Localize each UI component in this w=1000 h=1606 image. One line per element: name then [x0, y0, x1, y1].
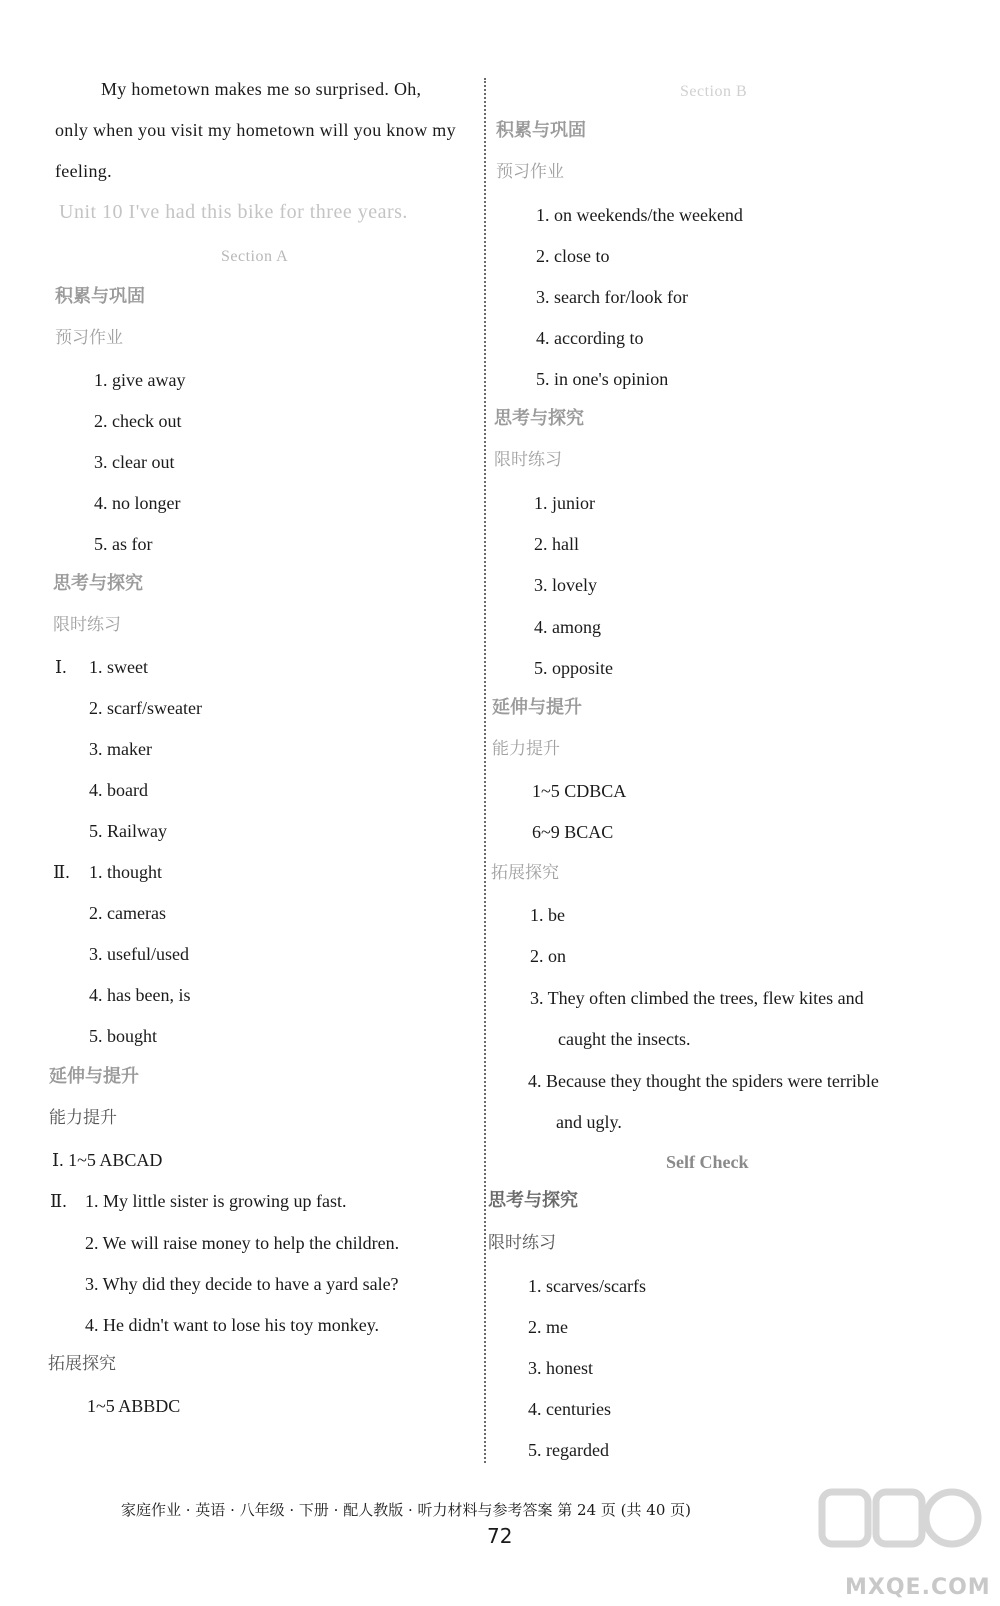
timed-item: 4. among: [534, 617, 601, 637]
preview-item: 2. close to: [536, 246, 610, 266]
timed-item: 2. cameras: [89, 903, 166, 923]
roman-numeral-ii: Ⅱ.: [50, 1191, 67, 1211]
expand-item: 1. be: [530, 905, 565, 925]
timed-item: 5. regarded: [528, 1440, 609, 1460]
intro-line-3: feeling.: [55, 161, 112, 181]
preview-item: 1. give away: [94, 370, 186, 390]
timed-item: 1. scarves/scarfs: [528, 1276, 646, 1296]
ability-answers: 1~5 CDBCA: [532, 781, 627, 801]
timed-item: 5. Railway: [89, 821, 167, 841]
expand-answers: 1~5 ABBDC: [87, 1396, 181, 1416]
expand-item-continued: caught the insects.: [558, 1029, 691, 1049]
footer-caption: 家庭作业 · 英语 · 八年级 · 下册 · 配人教版 · 听力材料与参考答案 第 24 页 (共 40 页): [121, 1501, 692, 1519]
expand-item: 4. Because they thought the spiders were terrible: [528, 1071, 879, 1091]
timed-item: 2. scarf/sweater: [89, 698, 202, 718]
ability-i-answers: Ⅰ. 1~5 ABCAD: [52, 1150, 163, 1170]
timed-item: 3. useful/used: [89, 944, 189, 964]
unit-title: Unit 10 I've had this bike for three years.: [59, 201, 408, 223]
timed-item: 2. hall: [534, 534, 579, 554]
preview-item: 4. according to: [536, 328, 644, 348]
heading-ability: 能力提升: [49, 1108, 117, 1128]
heading-expand: 拓展探究: [48, 1354, 116, 1374]
section-b-heading: Section B: [680, 83, 748, 100]
heading-timed-practice: 限时练习: [494, 450, 562, 470]
ability-sentence: 2. We will raise money to help the children.: [85, 1233, 400, 1253]
intro-line-1: My hometown makes me so surprised. Oh,: [101, 79, 422, 99]
heading-ability: 能力提升: [492, 739, 560, 759]
preview-item: 3. clear out: [94, 452, 175, 472]
timed-item: 3. honest: [528, 1358, 593, 1378]
heading-accumulate: 积累与巩固: [496, 120, 586, 141]
heading-think: 思考与探究: [53, 573, 143, 594]
ability-sentence: 1. My little sister is growing up fast.: [85, 1191, 347, 1211]
section-a-heading: Section A: [221, 248, 289, 265]
timed-item: 3. maker: [89, 739, 152, 759]
timed-item: 4. centuries: [528, 1399, 611, 1419]
heading-preview: 预习作业: [496, 162, 564, 182]
heading-think: 思考与探究: [488, 1190, 578, 1211]
heading-timed-practice: 限时练习: [488, 1233, 556, 1253]
heading-extend: 延伸与提升: [492, 697, 582, 718]
ability-answers: 6~9 BCAC: [532, 822, 614, 842]
heading-think: 思考与探究: [494, 408, 584, 429]
ability-sentence: 3. Why did they decide to have a yard sale?: [85, 1274, 399, 1294]
preview-item: 4. no longer: [94, 493, 181, 513]
timed-item: 1. sweet: [89, 657, 148, 677]
heading-accumulate: 积累与巩固: [55, 286, 145, 307]
timed-item: 1. junior: [534, 493, 595, 513]
self-check-heading: Self Check: [666, 1152, 749, 1172]
preview-item: 5. as for: [94, 534, 153, 554]
timed-item: 4. board: [89, 780, 148, 800]
heading-preview: 预习作业: [55, 328, 123, 348]
timed-item: 1. thought: [89, 862, 163, 882]
timed-item: 3. lovely: [534, 575, 597, 595]
heading-extend: 延伸与提升: [49, 1066, 139, 1087]
preview-item: 5. in one's opinion: [536, 369, 669, 389]
timed-item: 4. has been, is: [89, 985, 191, 1005]
ability-sentence: 4. He didn't want to lose his toy monkey.: [85, 1315, 380, 1335]
timed-item: 5. opposite: [534, 658, 613, 678]
watermark-text: MXQE.COM: [845, 1575, 991, 1600]
timed-item: 2. me: [528, 1317, 568, 1337]
heading-expand: 拓展探究: [491, 863, 559, 883]
roman-numeral-ii: Ⅱ.: [53, 862, 70, 882]
preview-item: 2. check out: [94, 411, 182, 431]
expand-item: 2. on: [530, 946, 566, 966]
preview-item: 1. on weekends/the weekend: [536, 205, 743, 225]
page-number: 72: [487, 1524, 513, 1548]
intro-line-2: only when you visit my hometown will you know my: [55, 120, 456, 140]
expand-item: 3. They often climbed the trees, flew kites and: [530, 988, 864, 1008]
preview-item: 3. search for/look for: [536, 287, 688, 307]
column-divider: [484, 78, 486, 1463]
expand-item-continued: and ugly.: [556, 1112, 622, 1132]
timed-item: 5. bought: [89, 1026, 158, 1046]
heading-timed-practice: 限时练习: [53, 615, 121, 635]
roman-numeral-i: Ⅰ.: [55, 657, 67, 677]
